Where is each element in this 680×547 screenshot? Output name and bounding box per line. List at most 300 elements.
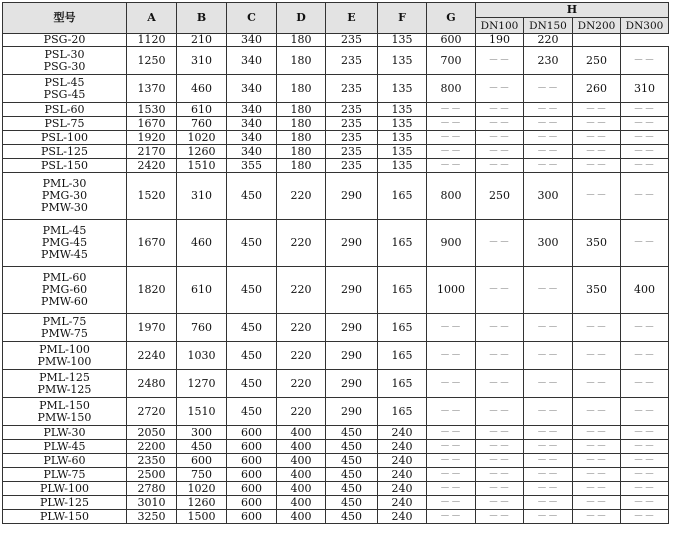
table-row xyxy=(3,34,669,47)
cell-h-dn300: －－ xyxy=(621,342,669,370)
cell-e: 235 xyxy=(326,103,378,117)
cell-b: 760 xyxy=(177,314,227,342)
header-col-c: C xyxy=(227,3,277,34)
cell-a: 2500 xyxy=(127,468,177,482)
cell-c: 600 xyxy=(227,482,277,496)
table-row xyxy=(3,468,669,482)
cell-c: 340 xyxy=(227,75,277,103)
cell-f: 135 xyxy=(378,34,427,47)
cell-a: 1520 xyxy=(127,173,177,220)
cell-g: －－ xyxy=(427,159,476,173)
cell-e: 290 xyxy=(326,267,378,314)
cell-h-dn300: －－ xyxy=(621,159,669,173)
cell-b: 300 xyxy=(177,426,227,440)
cell-a: 2780 xyxy=(127,482,177,496)
cell-b: 310 xyxy=(177,173,227,220)
cell-h-dn150: －－ xyxy=(524,482,573,496)
cell-a: 1970 xyxy=(127,314,177,342)
cell-h-dn150: 300 xyxy=(524,173,573,220)
cell-a: 2350 xyxy=(127,454,177,468)
dimension-table-container xyxy=(2,2,669,524)
cell-c: 600 xyxy=(227,426,277,440)
cell-d: 220 xyxy=(277,220,326,267)
cell-h-dn200: －－ xyxy=(573,440,621,454)
model-name: PMW-125 xyxy=(37,382,92,396)
cell-h-dn200: 250 xyxy=(573,47,621,75)
cell-a: 1670 xyxy=(127,220,177,267)
cell-h-dn300: －－ xyxy=(621,510,669,524)
table-row xyxy=(3,510,669,524)
cell-g: －－ xyxy=(427,482,476,496)
cell-f: 135 xyxy=(378,75,427,103)
cell-h-dn300: －－ xyxy=(621,220,669,267)
model-name: PML-45 xyxy=(42,224,87,237)
model-name: PMW-75 xyxy=(41,326,88,340)
table-row xyxy=(3,398,669,426)
cell-f: 165 xyxy=(378,220,427,267)
table-row xyxy=(3,496,669,510)
cell-model xyxy=(3,159,127,173)
cell-g: 600 xyxy=(427,34,476,47)
cell-a: 2420 xyxy=(127,159,177,173)
header-col-a: A xyxy=(127,3,177,34)
model-name: PMW-45 xyxy=(41,248,88,261)
cell-a: 1250 xyxy=(127,47,177,75)
cell-b: 760 xyxy=(177,117,227,131)
cell-h-dn150: －－ xyxy=(524,454,573,468)
cell-a: 3010 xyxy=(127,496,177,510)
cell-h-dn200: －－ xyxy=(573,131,621,145)
cell-f: 135 xyxy=(378,103,427,117)
header-col-e: E xyxy=(326,3,378,34)
cell-f: 240 xyxy=(378,510,427,524)
cell-h-dn200: －－ xyxy=(573,468,621,482)
cell-b: 610 xyxy=(177,267,227,314)
cell-g: －－ xyxy=(427,314,476,342)
cell-h-dn300: －－ xyxy=(621,103,669,117)
model-name: PML-150 xyxy=(39,398,90,412)
cell-c: 600 xyxy=(227,440,277,454)
cell-g: 800 xyxy=(427,173,476,220)
cell-d: 220 xyxy=(277,370,326,398)
cell-h-dn150: －－ xyxy=(524,398,573,426)
cell-g: －－ xyxy=(427,398,476,426)
cell-h-dn100: 190 xyxy=(476,34,524,47)
table-row xyxy=(3,370,669,398)
cell-h-dn300: －－ xyxy=(621,454,669,468)
table-row xyxy=(3,220,669,267)
cell-model xyxy=(3,34,127,47)
table-row xyxy=(3,342,669,370)
cell-g: －－ xyxy=(427,145,476,159)
cell-model xyxy=(3,220,127,267)
model-name: PSL-125 xyxy=(41,144,88,158)
cell-d: 180 xyxy=(277,145,326,159)
model-name: PMW-30 xyxy=(41,201,88,214)
cell-h-dn100: －－ xyxy=(476,159,524,173)
cell-h-dn200: －－ xyxy=(573,370,621,398)
cell-h-dn150: －－ xyxy=(524,370,573,398)
cell-e: 235 xyxy=(326,47,378,75)
cell-h-dn300: －－ xyxy=(621,398,669,426)
table-row xyxy=(3,47,669,75)
cell-b: 750 xyxy=(177,468,227,482)
cell-h-dn300: －－ xyxy=(621,145,669,159)
cell-h-dn300: －－ xyxy=(621,482,669,496)
cell-h-dn150: －－ xyxy=(524,75,573,103)
header-h-dn100: DN100 xyxy=(476,18,524,34)
cell-e: 450 xyxy=(326,468,378,482)
cell-f: 165 xyxy=(378,398,427,426)
cell-h-dn100: －－ xyxy=(476,220,524,267)
cell-h-dn300: －－ xyxy=(621,47,669,75)
cell-h-dn200: －－ xyxy=(573,426,621,440)
cell-h-dn200: －－ xyxy=(573,496,621,510)
cell-b: 460 xyxy=(177,75,227,103)
cell-d: 180 xyxy=(277,117,326,131)
cell-b: 1510 xyxy=(177,398,227,426)
cell-e: 235 xyxy=(326,145,378,159)
cell-b: 1260 xyxy=(177,496,227,510)
cell-h-dn100: －－ xyxy=(476,510,524,524)
cell-f: 135 xyxy=(378,159,427,173)
cell-h-dn200: －－ xyxy=(573,159,621,173)
header-col-g: G xyxy=(427,3,476,34)
cell-h-dn150: －－ xyxy=(524,510,573,524)
cell-h-dn300: －－ xyxy=(621,496,669,510)
cell-c: 340 xyxy=(227,103,277,117)
model-name: PMW-150 xyxy=(37,410,92,424)
cell-a: 1920 xyxy=(127,131,177,145)
cell-h-dn150: －－ xyxy=(524,440,573,454)
cell-h-dn200: －－ xyxy=(573,103,621,117)
model-name: PSG-30 xyxy=(43,59,86,73)
cell-d: 400 xyxy=(277,496,326,510)
table-row xyxy=(3,314,669,342)
dimension-table xyxy=(2,2,669,524)
cell-h-dn200 xyxy=(573,34,621,47)
cell-h-dn300: 400 xyxy=(621,267,669,314)
cell-model xyxy=(3,314,127,342)
cell-h-dn200: －－ xyxy=(573,314,621,342)
cell-e: 450 xyxy=(326,440,378,454)
cell-h-dn200: 350 xyxy=(573,267,621,314)
header-col-d: D xyxy=(277,3,326,34)
cell-a: 3250 xyxy=(127,510,177,524)
model-name: PMW-60 xyxy=(41,295,88,308)
cell-b: 1020 xyxy=(177,482,227,496)
header-h-dn200: DN200 xyxy=(573,18,621,34)
cell-a: 1530 xyxy=(127,103,177,117)
table-row xyxy=(3,75,669,103)
table-row xyxy=(3,159,669,173)
cell-c: 600 xyxy=(227,496,277,510)
cell-h-dn300: －－ xyxy=(621,173,669,220)
cell-c: 450 xyxy=(227,267,277,314)
cell-h-dn100: －－ xyxy=(476,426,524,440)
cell-g: －－ xyxy=(427,510,476,524)
cell-g: －－ xyxy=(427,496,476,510)
cell-e: 290 xyxy=(326,342,378,370)
cell-h-dn150: －－ xyxy=(524,314,573,342)
cell-a: 2720 xyxy=(127,398,177,426)
table-header xyxy=(3,3,669,34)
cell-h-dn300: －－ xyxy=(621,426,669,440)
cell-h-dn150: －－ xyxy=(524,145,573,159)
cell-c: 355 xyxy=(227,159,277,173)
cell-h-dn150: 300 xyxy=(524,220,573,267)
cell-c: 450 xyxy=(227,173,277,220)
cell-e: 290 xyxy=(326,370,378,398)
cell-model xyxy=(3,468,127,482)
cell-b: 310 xyxy=(177,47,227,75)
model-name: PMG-45 xyxy=(41,236,88,249)
cell-d: 400 xyxy=(277,482,326,496)
cell-c: 340 xyxy=(227,131,277,145)
model-name: PMG-60 xyxy=(41,283,88,296)
cell-c: 340 xyxy=(227,145,277,159)
cell-h-dn200: －－ xyxy=(573,117,621,131)
cell-e: 235 xyxy=(326,117,378,131)
cell-d: 220 xyxy=(277,342,326,370)
cell-f: 240 xyxy=(378,426,427,440)
cell-model xyxy=(3,342,127,370)
cell-h-dn200: －－ xyxy=(573,454,621,468)
cell-h-dn100: 250 xyxy=(476,173,524,220)
cell-f: 240 xyxy=(378,482,427,496)
cell-h-dn100: －－ xyxy=(476,468,524,482)
cell-f: 165 xyxy=(378,267,427,314)
cell-h-dn300: 310 xyxy=(621,75,669,103)
table-row xyxy=(3,482,669,496)
cell-d: 180 xyxy=(277,103,326,117)
cell-h-dn100: －－ xyxy=(476,103,524,117)
cell-h-dn200: －－ xyxy=(573,398,621,426)
cell-model xyxy=(3,267,127,314)
cell-model xyxy=(3,370,127,398)
model-name: PSL-150 xyxy=(41,158,88,172)
cell-d: 400 xyxy=(277,454,326,468)
header-model: 型号 xyxy=(3,3,127,34)
cell-f: 135 xyxy=(378,117,427,131)
header-col-b: B xyxy=(177,3,227,34)
model-name: PML-125 xyxy=(39,370,90,384)
cell-model xyxy=(3,75,127,103)
cell-h-dn300: －－ xyxy=(621,117,669,131)
cell-f: 135 xyxy=(378,47,427,75)
cell-d: 400 xyxy=(277,440,326,454)
cell-model xyxy=(3,117,127,131)
cell-model xyxy=(3,145,127,159)
cell-h-dn200: －－ xyxy=(573,482,621,496)
cell-g: －－ xyxy=(427,370,476,398)
cell-c: 600 xyxy=(227,454,277,468)
table-row xyxy=(3,267,669,314)
table-row xyxy=(3,426,669,440)
cell-e: 290 xyxy=(326,398,378,426)
cell-b: 210 xyxy=(177,34,227,47)
cell-h-dn300: －－ xyxy=(621,468,669,482)
cell-f: 240 xyxy=(378,468,427,482)
cell-a: 1820 xyxy=(127,267,177,314)
cell-h-dn100: －－ xyxy=(476,131,524,145)
cell-b: 460 xyxy=(177,220,227,267)
cell-e: 450 xyxy=(326,454,378,468)
cell-c: 340 xyxy=(227,117,277,131)
cell-g: －－ xyxy=(427,103,476,117)
cell-g: 1000 xyxy=(427,267,476,314)
cell-g: －－ xyxy=(427,426,476,440)
cell-c: 450 xyxy=(227,342,277,370)
header-h-dn150: DN150 xyxy=(524,18,573,34)
cell-f: 165 xyxy=(378,370,427,398)
cell-d: 400 xyxy=(277,426,326,440)
cell-d: 180 xyxy=(277,159,326,173)
cell-h-dn100: －－ xyxy=(476,482,524,496)
cell-a: 1120 xyxy=(127,34,177,47)
model-name: PLW-100 xyxy=(40,481,89,495)
cell-model xyxy=(3,47,127,75)
cell-h-dn150: －－ xyxy=(524,159,573,173)
cell-b: 1510 xyxy=(177,159,227,173)
cell-c: 340 xyxy=(227,47,277,75)
cell-e: 290 xyxy=(326,314,378,342)
cell-h-dn150: －－ xyxy=(524,103,573,117)
cell-c: 600 xyxy=(227,468,277,482)
cell-h-dn100: －－ xyxy=(476,370,524,398)
cell-model xyxy=(3,426,127,440)
cell-d: 180 xyxy=(277,131,326,145)
cell-d: 180 xyxy=(277,47,326,75)
cell-h-dn300: －－ xyxy=(621,370,669,398)
model-name: PSL-60 xyxy=(44,102,85,116)
cell-f: 135 xyxy=(378,145,427,159)
cell-e: 235 xyxy=(326,131,378,145)
cell-f: 165 xyxy=(378,173,427,220)
cell-h-dn300: －－ xyxy=(621,131,669,145)
cell-b: 450 xyxy=(177,440,227,454)
cell-e: 235 xyxy=(326,34,378,47)
cell-h-dn100: －－ xyxy=(476,267,524,314)
cell-b: 1020 xyxy=(177,131,227,145)
cell-d: 220 xyxy=(277,173,326,220)
cell-h-dn150: －－ xyxy=(524,117,573,131)
model-name: PSL-75 xyxy=(44,116,85,130)
cell-g: －－ xyxy=(427,440,476,454)
cell-a: 1670 xyxy=(127,117,177,131)
cell-model xyxy=(3,496,127,510)
cell-b: 1260 xyxy=(177,145,227,159)
cell-g: 900 xyxy=(427,220,476,267)
cell-model xyxy=(3,173,127,220)
cell-h-dn300: －－ xyxy=(621,440,669,454)
cell-h-dn100: －－ xyxy=(476,398,524,426)
model-name: PLW-150 xyxy=(40,509,89,523)
cell-h-dn100: －－ xyxy=(476,454,524,468)
cell-h-dn100: －－ xyxy=(476,314,524,342)
cell-a: 2480 xyxy=(127,370,177,398)
table-body xyxy=(3,34,669,524)
cell-f: 165 xyxy=(378,342,427,370)
table-row xyxy=(3,145,669,159)
cell-b: 610 xyxy=(177,103,227,117)
cell-h-dn100: －－ xyxy=(476,75,524,103)
model-name: PML-30 xyxy=(42,177,87,190)
cell-model xyxy=(3,103,127,117)
cell-f: 135 xyxy=(378,131,427,145)
cell-g: －－ xyxy=(427,131,476,145)
cell-c: 450 xyxy=(227,370,277,398)
cell-h-dn200: 260 xyxy=(573,75,621,103)
model-name: PLW-45 xyxy=(43,439,86,453)
cell-h-dn100: －－ xyxy=(476,47,524,75)
model-name: PLW-60 xyxy=(43,453,86,467)
cell-a: 2050 xyxy=(127,426,177,440)
cell-h-dn300: －－ xyxy=(621,314,669,342)
cell-h-dn100: －－ xyxy=(476,117,524,131)
cell-f: 165 xyxy=(378,314,427,342)
cell-g: 700 xyxy=(427,47,476,75)
cell-h-dn150: －－ xyxy=(524,131,573,145)
cell-h-dn150: 220 xyxy=(524,34,573,47)
cell-a: 2200 xyxy=(127,440,177,454)
table-row xyxy=(3,103,669,117)
cell-model xyxy=(3,440,127,454)
cell-h-dn100: －－ xyxy=(476,342,524,370)
model-name: PMG-30 xyxy=(41,189,88,202)
cell-h-dn100: －－ xyxy=(476,496,524,510)
cell-model xyxy=(3,482,127,496)
cell-h-dn150: －－ xyxy=(524,426,573,440)
model-name: PSG-20 xyxy=(43,33,86,46)
cell-c: 600 xyxy=(227,510,277,524)
cell-model xyxy=(3,131,127,145)
cell-d: 220 xyxy=(277,398,326,426)
model-name: PSG-45 xyxy=(43,87,86,101)
model-name: PML-75 xyxy=(42,314,87,328)
cell-h-dn100: －－ xyxy=(476,440,524,454)
cell-c: 450 xyxy=(227,398,277,426)
cell-h-dn200: －－ xyxy=(573,173,621,220)
cell-f: 240 xyxy=(378,454,427,468)
cell-c: 340 xyxy=(227,34,277,47)
model-name: PLW-125 xyxy=(40,495,89,509)
cell-a: 2240 xyxy=(127,342,177,370)
cell-h-dn100: －－ xyxy=(476,145,524,159)
table-row xyxy=(3,131,669,145)
model-name: PSL-100 xyxy=(41,130,88,144)
cell-d: 220 xyxy=(277,314,326,342)
model-name: PLW-75 xyxy=(43,467,86,481)
cell-h-dn150: －－ xyxy=(524,496,573,510)
cell-b: 1030 xyxy=(177,342,227,370)
cell-d: 180 xyxy=(277,75,326,103)
model-name: PMW-100 xyxy=(37,354,92,368)
cell-e: 290 xyxy=(326,173,378,220)
cell-model xyxy=(3,454,127,468)
model-name: PML-60 xyxy=(42,271,87,284)
cell-d: 400 xyxy=(277,510,326,524)
model-name: PSL-45 xyxy=(44,75,85,89)
cell-d: 180 xyxy=(277,34,326,47)
cell-h-dn200: －－ xyxy=(573,510,621,524)
cell-b: 1500 xyxy=(177,510,227,524)
cell-h-dn200: －－ xyxy=(573,342,621,370)
header-col-h: H xyxy=(476,3,669,18)
cell-g: －－ xyxy=(427,117,476,131)
table-row xyxy=(3,454,669,468)
cell-g: －－ xyxy=(427,342,476,370)
